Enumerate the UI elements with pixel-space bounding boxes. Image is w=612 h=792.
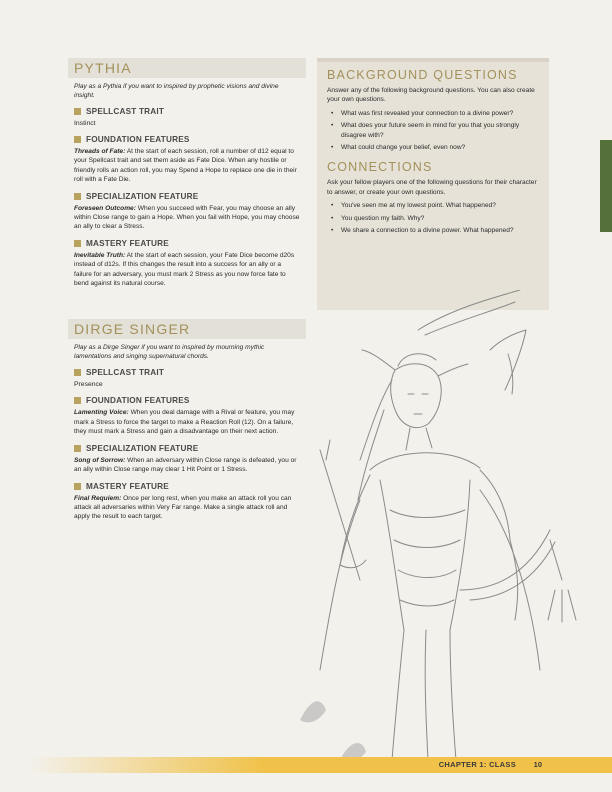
list-item: • You've seen me at my lowest point. What happened?	[331, 201, 539, 210]
connections-title: CONNECTIONS	[327, 160, 433, 175]
dirge-foundation-text	[74, 408, 300, 436]
dirge-specialization-heading	[74, 444, 306, 453]
square-bullet-icon	[74, 193, 81, 200]
feature-name: Threads of Fate:	[74, 148, 126, 155]
pythia-foundation-text	[74, 147, 300, 185]
square-bullet-icon	[74, 108, 81, 115]
dirge-spellcast-heading	[74, 368, 306, 377]
feature-name: Inevitable Truth:	[74, 251, 126, 259]
pythia-specialization-text	[74, 204, 300, 232]
feature-name: Foreseen Outcome:	[74, 204, 136, 212]
heading-label: MASTERY FEATURE	[86, 238, 169, 248]
elf-warrior-illustration	[300, 290, 612, 770]
pythia-foundation-heading	[74, 135, 306, 144]
background-questions-intro: Answer any of the following background questions. You can also create your own questions.	[327, 87, 535, 104]
square-bullet-icon	[74, 397, 81, 404]
pythia-intro: Play as a Pythia if you want to inspired by prophetic visions and divine insight.	[74, 83, 279, 99]
square-bullet-icon	[74, 136, 81, 143]
feature-name: Final Requiem:	[74, 494, 122, 502]
dirge-foundation-heading	[74, 396, 306, 405]
list-item: • We share a connection to a divine power. What happened?	[331, 226, 539, 235]
heading-label: SPELLCAST TRAIT	[86, 368, 165, 378]
feature-description: When an adversary within Close range is defeated, you or an ally within Close range may clear 1 Hit Point or 1 Stress.	[74, 456, 297, 474]
connections-list	[331, 201, 539, 235]
sidebar-top-strip	[317, 58, 549, 62]
background-questions-title: BACKGROUND QUESTIONS	[327, 68, 518, 82]
heading-label: FOUNDATION FEATURES	[86, 396, 190, 406]
list-item: • What was first revealed your connection to a divine power?	[331, 109, 539, 118]
dirge-mastery-heading	[74, 482, 306, 491]
pythia-spellcast-value: Instinct	[74, 120, 96, 127]
chapter-label: CHAPTER 1: CLASS	[438, 760, 516, 769]
dirge-mastery-text	[74, 494, 300, 522]
dirge-intro: Play as a Dirge Singer if you want to inspired by mourning mythic lamentations and singing supernatural chords.	[74, 344, 265, 361]
dirge-spellcast-value: Presence	[74, 381, 103, 389]
dirge-specialization-text	[74, 456, 300, 475]
square-bullet-icon	[74, 240, 81, 247]
chapter-side-tab	[600, 140, 612, 232]
feature-description: When you succeed with Fear, you may choose an ally within Close range to gain a Hope. When you fail with Hope, you may choose an ally to clear a Stress.	[74, 204, 300, 231]
pythia-heading-band	[68, 58, 306, 78]
feature-description: At the start of each session, your Fate Dice become d20s instead of d12s. If this changes the result into a success for an ally or a failure for an adversary, you must mark 2 Stress as you now force fate to bend against its natural course.	[74, 251, 295, 288]
page-footer	[30, 757, 612, 773]
feature-description: Once per long rest, when you make an attack roll you can attack all adversaries within Very Far range. Make a single attack roll and apply the result to each target.	[74, 494, 292, 521]
heading-label: FOUNDATION FEATURES	[86, 135, 190, 144]
dirge-heading-band	[68, 319, 306, 339]
list-item: • What does your future seem in mind for you that you strongly disagree with?	[331, 121, 539, 140]
background-questions-list	[331, 109, 539, 153]
heading-label: SPELLCAST TRAIT	[86, 107, 165, 116]
feature-name: Song of Sorrow:	[74, 456, 126, 464]
heading-label: SPECIALIZATION FEATURE	[86, 443, 199, 453]
connections-intro: Ask your fellow players one of the following questions for their character to answer, or create your own questions.	[327, 179, 537, 196]
dirge-title: DIRGE SINGER	[74, 321, 191, 338]
heading-label: MASTERY FEATURE	[86, 481, 169, 491]
feature-name: Lamenting Voice:	[74, 409, 129, 417]
pythia-title: PYTHIA	[74, 60, 132, 76]
pythia-mastery-heading	[74, 239, 306, 248]
left-column	[68, 58, 306, 525]
page-number: 10	[533, 760, 542, 769]
pythia-spellcast-heading	[74, 107, 306, 116]
list-item: • You question my faith. Why?	[331, 214, 539, 223]
square-bullet-icon	[74, 445, 81, 452]
square-bullet-icon	[74, 369, 81, 376]
questions-sidebar	[317, 58, 549, 310]
square-bullet-icon	[74, 483, 81, 490]
pythia-mastery-text	[74, 251, 300, 289]
feature-description: When you deal damage with a Rival or feature, you may mark a Stress to force the target to make a Reaction Roll (12). On a failure, they must mark a Stress and gain a disadvantage on their next action.	[74, 409, 295, 436]
list-item: • What could change your belief, even now?	[331, 143, 539, 152]
pythia-specialization-heading	[74, 192, 306, 201]
heading-label: SPECIALIZATION FEATURE	[86, 191, 199, 201]
feature-description: At the start of each session, roll a number of d12 equal to your Spellcast trait and set them aside as Fate Dice. When any hostile or friendly rolls an action roll, you may Spend a Hope to replace one die in their roll with a Fate Die.	[74, 148, 297, 184]
